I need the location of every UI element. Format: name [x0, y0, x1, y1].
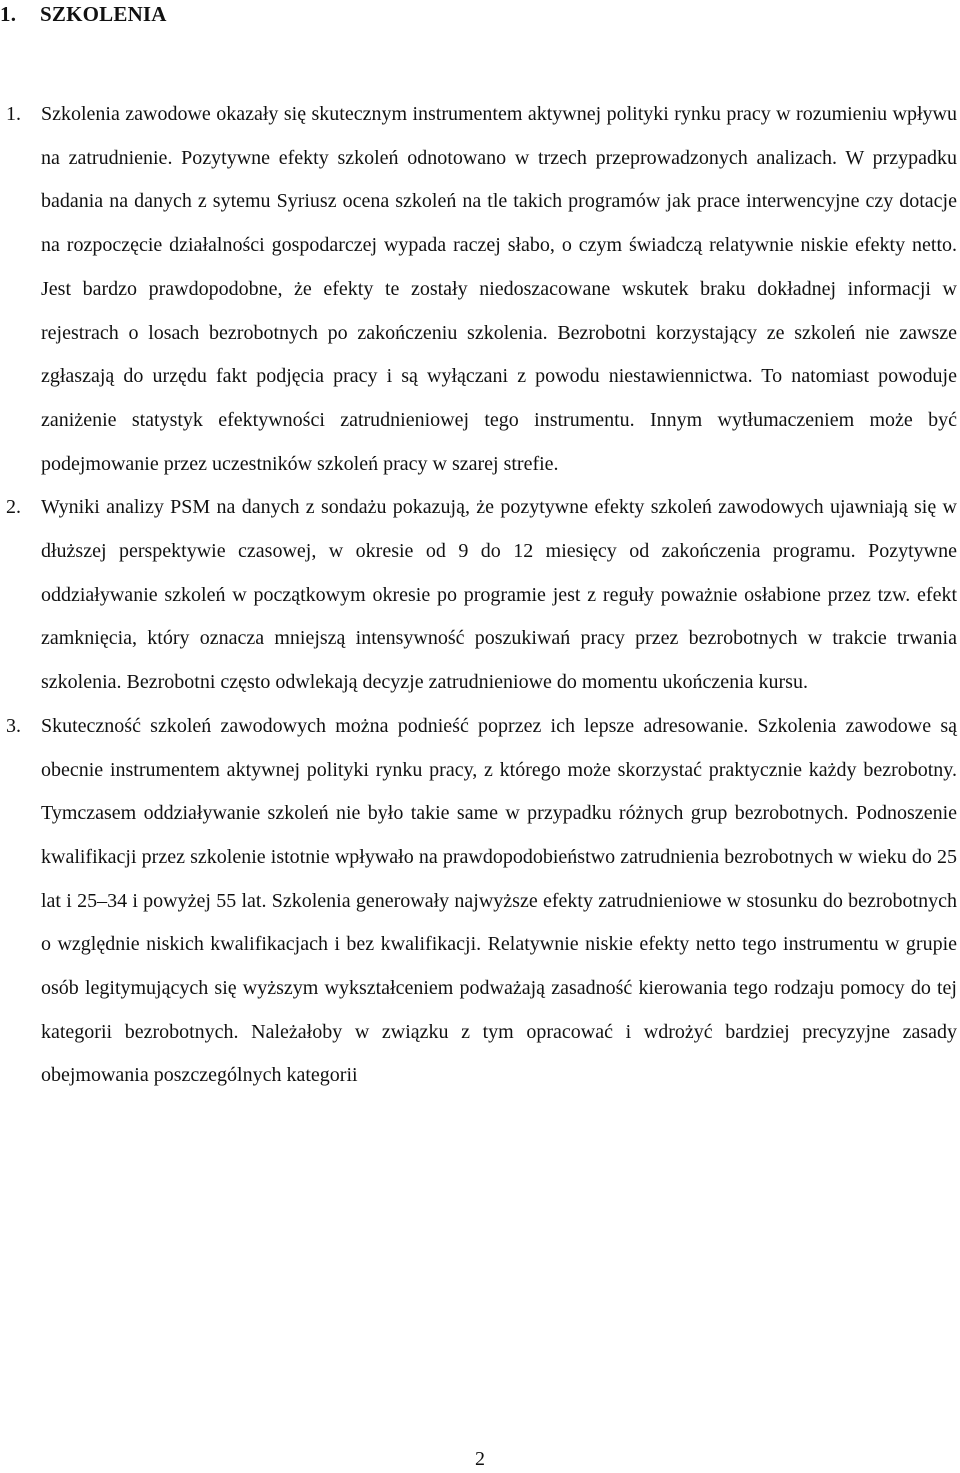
section-number: 1. [0, 2, 17, 26]
page-number: 2 [475, 1448, 485, 1470]
finding-text: Szkolenia zawodowe okazały się skutecznym instrumentem aktywnej polityki rynku pracy w rozumieniu wpływu na zatrudnienie. Pozytywne efekty szkoleń odnotowano w trzech przeprowadzonych analizach. W przypadku badania na danych z sytemu Syriusz ocena szkoleń na tle takich programów jak prace interwencyjne czy dotacje na rozpoczęcie działalności gospodarczej wypada raczej słabo, o czym świadczą relatywnie niskie efekty netto. Jest bardzo prawdopodobne, że efekty te zostały niedoszacowane wskutek braku dokładnej informacji w rejestrach o losach bezrobotnych po zakończeniu szkolenia. Bezrobotni korzystający ze szkoleń nie zawsze zgłaszają do urzędu fakt podjęcia pracy i są wyłączani z powodu niestawiennictwa. To natomiast powoduje zaniżenie statystyk efektywności zatrudnieniowej tego instrumentu. Innym wytłumaczeniem może być podejmowanie przez uczestników szkoleń pracy w szarej strefie. [41, 103, 957, 475]
finding-number: 1. [6, 103, 21, 125]
finding-text: Skuteczność szkoleń zawodowych można podnieść poprzez ich lepsze adresowanie. Szkolenia zawodowe są obecnie instrumentem aktywnej polityki rynku pracy, z którego może skorzystać praktycznie każdy bezrobotny. Tymczasem oddziaływanie szkoleń nie było takie same w przypadku różnych grup bezrobotnych. Podnoszenie kwalifikacji przez szkolenie istotnie wpływało na prawdopodobieństwo zatrudnienia bezrobotnych w wieku do 25 lat i 25–34 i powyżej 55 lat. Szkolenia generowały najwyższe efekty zatrudnieniowe w stosunku do bezrobotnych o względnie niskich kwalifikacjach i bez kwalifikacji. Relatywnie niskie efekty netto tego instrumentu w grupie osób legitymujących się wyższym wykształceniem podważają zasadność kierowania tego rodzaju pomocy do tej kategorii bezrobotnych. Należałoby w związku z tym opracować i wdrożyć bardziej precyzyjne zasady obejmowania poszczególnych kategorii [41, 714, 957, 1087]
findings-list [0, 93, 957, 1098]
finding-text: Wyniki analizy PSM na danych z sondażu pokazują, że pozytywne efekty szkoleń zawodowych ujawniają się w dłuższej perspektywie czasowej, w okresie od 9 do 12 miesięcy od zakończenia programu. Pozytywne oddziaływanie szkoleń w początkowym okresie po programie jest z reguły poważnie osłabione przez tzw. efekt zamknięcia, który oznacza mniejszą intensywność poszukiwań pracy przez bezrobotnych w trakcie trwania szkolenia. Bezrobotni często odwlekają decyzje zatrudnieniowe do momentu ukończenia kursu. [41, 496, 957, 694]
finding-number: 3. [6, 714, 21, 737]
finding-item-3 [0, 705, 957, 1098]
section-heading [0, 0, 167, 28]
section-title: SZKOLENIA [40, 2, 167, 26]
finding-number: 2. [6, 496, 21, 519]
finding-item-1 [0, 93, 957, 486]
finding-item-2 [0, 486, 957, 705]
